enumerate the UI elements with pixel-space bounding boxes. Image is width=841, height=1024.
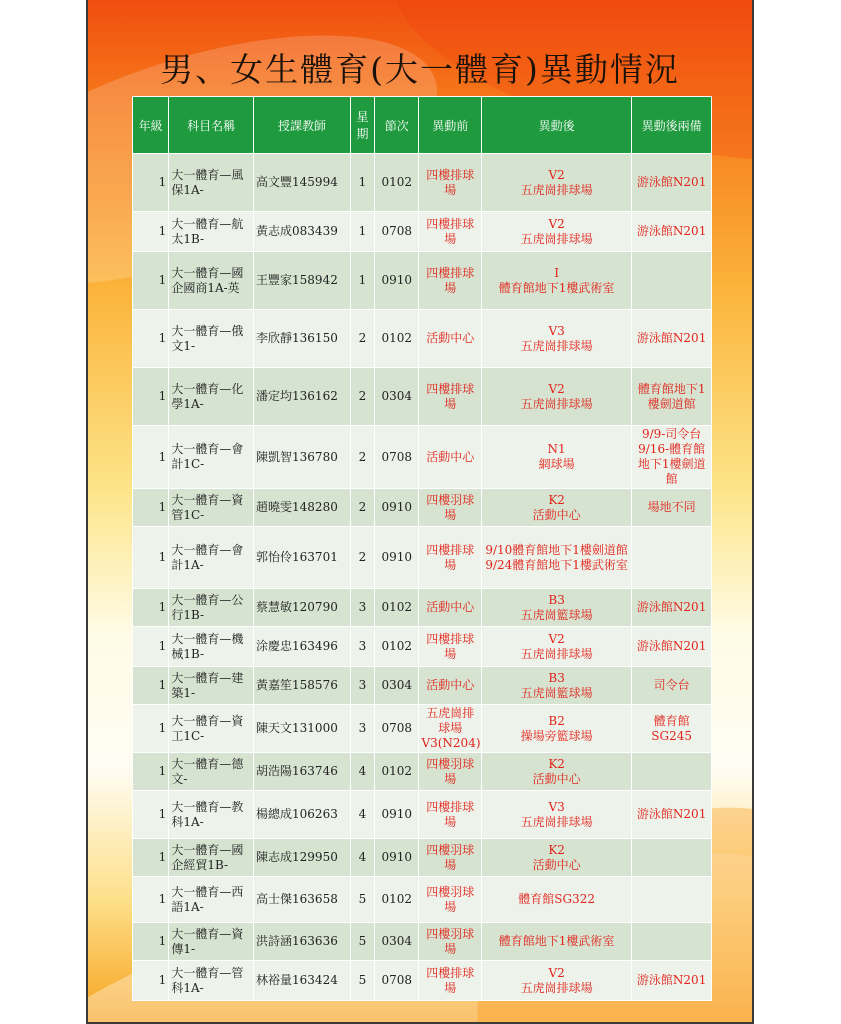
after-line: 五虎崗籃球場	[520, 607, 593, 622]
cell-course: 大一體育—航太1B-	[169, 212, 254, 252]
cell-period: 0910	[375, 839, 419, 877]
cell-day: 5	[350, 923, 374, 961]
cell-grade: 1	[133, 877, 169, 923]
cell-day: 4	[350, 791, 374, 839]
cell-period: 0910	[375, 527, 419, 589]
cell-note	[632, 252, 712, 310]
cell-after	[481, 627, 631, 667]
cell-after	[481, 212, 631, 252]
page-title: 男、女生體育(大一體育)異動情況	[160, 50, 680, 89]
cell-after	[481, 368, 631, 426]
cell-day: 3	[350, 667, 374, 705]
cell-teacher: 趙曉雯148280	[254, 489, 351, 527]
cell-period: 0102	[375, 753, 419, 791]
cell-course: 大一體育—資工1C-	[169, 705, 254, 753]
cell-day: 3	[350, 589, 374, 627]
after-line: V3	[548, 323, 565, 338]
cell-course: 大一體育—會計1A-	[169, 527, 254, 589]
header-before: 異動前	[419, 97, 482, 154]
header-grade: 年級	[133, 97, 169, 154]
cell-period: 0304	[375, 667, 419, 705]
after-line: 網球場	[538, 457, 575, 471]
cell-before: 四樓排球場	[419, 252, 482, 310]
cell-period: 0102	[375, 154, 419, 212]
cell-after	[481, 426, 631, 489]
table-row	[133, 527, 712, 589]
table-row	[133, 212, 712, 252]
table-body	[133, 154, 712, 1001]
cell-before: 活動中心	[419, 310, 482, 368]
cell-before: 四樓排球場	[419, 368, 482, 426]
cell-note	[632, 839, 712, 877]
cell-after	[481, 923, 631, 961]
header-teacher: 授課教師	[254, 97, 351, 154]
cell-period: 0708	[375, 961, 419, 1001]
after-line: V2	[548, 965, 565, 980]
after-line: 五虎崗排球場	[520, 338, 593, 353]
cell-note	[632, 877, 712, 923]
table-row	[133, 961, 712, 1001]
table-row	[133, 753, 712, 791]
cell-after	[481, 310, 631, 368]
cell-course: 大一體育—國企國商1A-英	[169, 252, 254, 310]
schedule-change-table	[132, 96, 712, 1001]
cell-note: 游泳館N201	[632, 212, 712, 252]
cell-after	[481, 961, 631, 1001]
after-line: 活動中心	[532, 771, 581, 786]
cell-note	[632, 923, 712, 961]
cell-teacher: 高士傑163658	[254, 877, 351, 923]
cell-after	[481, 154, 631, 212]
cell-after	[481, 252, 631, 310]
cell-grade: 1	[133, 489, 169, 527]
after-line: 五虎崗排球場	[520, 231, 593, 246]
cell-before: 四樓排球場	[419, 791, 482, 839]
after-line: 活動中心	[532, 857, 581, 872]
cell-after	[481, 589, 631, 627]
after-line: 體育館地下1樓武術室	[498, 934, 615, 948]
after-line: 五虎崗籃球場	[520, 685, 593, 700]
cell-day: 3	[350, 627, 374, 667]
cell-grade: 1	[133, 426, 169, 489]
cell-course: 大一體育—機械1B-	[169, 627, 254, 667]
cell-course: 大一體育—化學1A-	[169, 368, 254, 426]
cell-note: 游泳館N201	[632, 961, 712, 1001]
cell-teacher: 黃嘉笙158576	[254, 667, 351, 705]
cell-before: 活動中心	[419, 589, 482, 627]
cell-grade: 1	[133, 310, 169, 368]
table-header-row	[133, 97, 712, 154]
cell-teacher: 胡浩陽163746	[254, 753, 351, 791]
cell-grade: 1	[133, 753, 169, 791]
cell-grade: 1	[133, 839, 169, 877]
cell-day: 2	[350, 310, 374, 368]
cell-teacher: 陳志成129950	[254, 839, 351, 877]
cell-grade: 1	[133, 154, 169, 212]
cell-day: 3	[350, 705, 374, 753]
cell-course: 大一體育—資管1C-	[169, 489, 254, 527]
after-line: 五虎崗排球場	[520, 182, 593, 197]
cell-before: 四樓羽球場	[419, 489, 482, 527]
cell-teacher: 王豐家158942	[254, 252, 351, 310]
cell-day: 1	[350, 212, 374, 252]
cell-course: 大一體育—建築1-	[169, 667, 254, 705]
after-line: 五虎崗排球場	[520, 396, 593, 411]
after-line: 五虎崗排球場	[520, 814, 593, 829]
cell-before: 活動中心	[419, 667, 482, 705]
cell-day: 2	[350, 426, 374, 489]
table-row	[133, 368, 712, 426]
cell-period: 0708	[375, 426, 419, 489]
table-row	[133, 589, 712, 627]
cell-note: 游泳館N201	[632, 310, 712, 368]
cell-period: 0910	[375, 489, 419, 527]
cell-grade: 1	[133, 627, 169, 667]
after-line: V2	[548, 216, 565, 231]
table-row	[133, 923, 712, 961]
table-row	[133, 877, 712, 923]
cell-note: 游泳館N201	[632, 589, 712, 627]
cell-before: 四樓排球場	[419, 527, 482, 589]
cell-before: 五虎崗排球場V3(N204)	[419, 705, 482, 753]
after-line: V2	[548, 381, 565, 396]
cell-note	[632, 527, 712, 589]
after-line: 五虎崗排球場	[520, 980, 593, 995]
cell-teacher: 涂慶忠163496	[254, 627, 351, 667]
cell-after	[481, 705, 631, 753]
cell-before: 四樓排球場	[419, 627, 482, 667]
after-line: 操場旁籃球場	[520, 728, 593, 743]
cell-course: 大一體育—風保1A-	[169, 154, 254, 212]
cell-before: 四樓排球場	[419, 961, 482, 1001]
cell-before: 四樓羽球場	[419, 877, 482, 923]
cell-grade: 1	[133, 212, 169, 252]
after-line: 9/10體育館地下1樓劍道館	[485, 542, 628, 557]
cell-period: 0708	[375, 212, 419, 252]
cell-after	[481, 791, 631, 839]
after-line: K2	[548, 842, 565, 857]
after-line: 體育館地下1樓武術室	[498, 280, 615, 295]
cell-course: 大一體育—管科1A-	[169, 961, 254, 1001]
cell-note: 場地不同	[632, 489, 712, 527]
cell-period: 0102	[375, 589, 419, 627]
cell-course: 大一體育—西語1A-	[169, 877, 254, 923]
cell-note: 游泳館N201	[632, 154, 712, 212]
cell-day: 2	[350, 527, 374, 589]
cell-before: 四樓排球場	[419, 212, 482, 252]
after-line: K2	[548, 492, 565, 507]
table-row	[133, 489, 712, 527]
cell-grade: 1	[133, 923, 169, 961]
after-line: 活動中心	[532, 507, 581, 522]
cell-note: 9/9-司令台 9/16-體育館地下1樓劍道館	[632, 426, 712, 489]
cell-period: 0910	[375, 791, 419, 839]
after-line: V3	[548, 799, 565, 814]
table-row	[133, 791, 712, 839]
cell-period: 0102	[375, 627, 419, 667]
after-line: V2	[548, 631, 565, 646]
header-period: 節次	[375, 97, 419, 154]
cell-grade: 1	[133, 252, 169, 310]
cell-after	[481, 877, 631, 923]
header-course: 科目名稱	[169, 97, 254, 154]
after-line: 五虎崗排球場	[520, 646, 593, 661]
after-line: 體育館SG322	[518, 892, 595, 906]
cell-teacher: 李欣靜136150	[254, 310, 351, 368]
cell-note: 司令台	[632, 667, 712, 705]
cell-grade: 1	[133, 705, 169, 753]
cell-period: 0102	[375, 877, 419, 923]
header-after: 異動後	[481, 97, 631, 154]
after-line: K2	[548, 756, 565, 771]
cell-course: 大一體育—俄文1-	[169, 310, 254, 368]
cell-after	[481, 667, 631, 705]
cell-period: 0304	[375, 923, 419, 961]
cell-day: 1	[350, 154, 374, 212]
poster-background	[86, 0, 754, 1024]
cell-note: 游泳館N201	[632, 627, 712, 667]
cell-period: 0910	[375, 252, 419, 310]
cell-before: 活動中心	[419, 426, 482, 489]
after-line: V2	[548, 167, 565, 182]
cell-course: 大一體育—會計1C-	[169, 426, 254, 489]
cell-after	[481, 489, 631, 527]
header-note: 異動後兩備	[632, 97, 712, 154]
table-row	[133, 154, 712, 212]
header-day: 星期	[350, 97, 374, 154]
cell-day: 4	[350, 753, 374, 791]
cell-course: 大一體育—國企經貿1B-	[169, 839, 254, 877]
cell-teacher: 黃志成083439	[254, 212, 351, 252]
cell-grade: 1	[133, 368, 169, 426]
table-row	[133, 839, 712, 877]
cell-note: 體育館地下1樓劍道館	[632, 368, 712, 426]
cell-after	[481, 753, 631, 791]
cell-teacher: 陳凱智136780	[254, 426, 351, 489]
table-row	[133, 426, 712, 489]
cell-note	[632, 753, 712, 791]
cell-period: 0708	[375, 705, 419, 753]
cell-grade: 1	[133, 589, 169, 627]
cell-teacher: 高文豐145994	[254, 154, 351, 212]
cell-teacher: 洪詩涵163636	[254, 923, 351, 961]
cell-teacher: 潘定均136162	[254, 368, 351, 426]
table-row	[133, 667, 712, 705]
cell-course: 大一體育—資傳1-	[169, 923, 254, 961]
cell-day: 5	[350, 877, 374, 923]
cell-day: 4	[350, 839, 374, 877]
cell-period: 0304	[375, 368, 419, 426]
cell-after	[481, 527, 631, 589]
cell-before: 四樓排球場	[419, 154, 482, 212]
after-line: B3	[548, 592, 565, 607]
after-line: N1	[547, 442, 566, 456]
cell-teacher: 楊總成106263	[254, 791, 351, 839]
cell-day: 2	[350, 489, 374, 527]
cell-day: 1	[350, 252, 374, 310]
after-line: B2	[548, 713, 565, 728]
cell-grade: 1	[133, 667, 169, 705]
cell-day: 2	[350, 368, 374, 426]
cell-grade: 1	[133, 527, 169, 589]
cell-before: 四樓羽球場	[419, 753, 482, 791]
cell-period: 0102	[375, 310, 419, 368]
cell-teacher: 陳天文131000	[254, 705, 351, 753]
cell-note: 體育館SG245	[632, 705, 712, 753]
cell-before: 四樓羽球場	[419, 923, 482, 961]
cell-teacher: 林裕量163424	[254, 961, 351, 1001]
table-row	[133, 705, 712, 753]
cell-teacher: 蔡慧敏120790	[254, 589, 351, 627]
cell-course: 大一體育—公行1B-	[169, 589, 254, 627]
after-line: B3	[548, 670, 565, 685]
cell-course: 大一體育—教科1A-	[169, 791, 254, 839]
cell-teacher: 郭怡伶163701	[254, 527, 351, 589]
cell-grade: 1	[133, 961, 169, 1001]
table-row	[133, 310, 712, 368]
cell-day: 5	[350, 961, 374, 1001]
after-line: 9/24體育館地下1樓武術室	[485, 557, 628, 572]
table-row	[133, 627, 712, 667]
cell-course: 大一體育—德文-	[169, 753, 254, 791]
cell-before: 四樓羽球場	[419, 839, 482, 877]
cell-grade: 1	[133, 791, 169, 839]
after-line: I	[554, 265, 559, 280]
table-row	[133, 252, 712, 310]
cell-note: 游泳館N201	[632, 791, 712, 839]
cell-after	[481, 839, 631, 877]
